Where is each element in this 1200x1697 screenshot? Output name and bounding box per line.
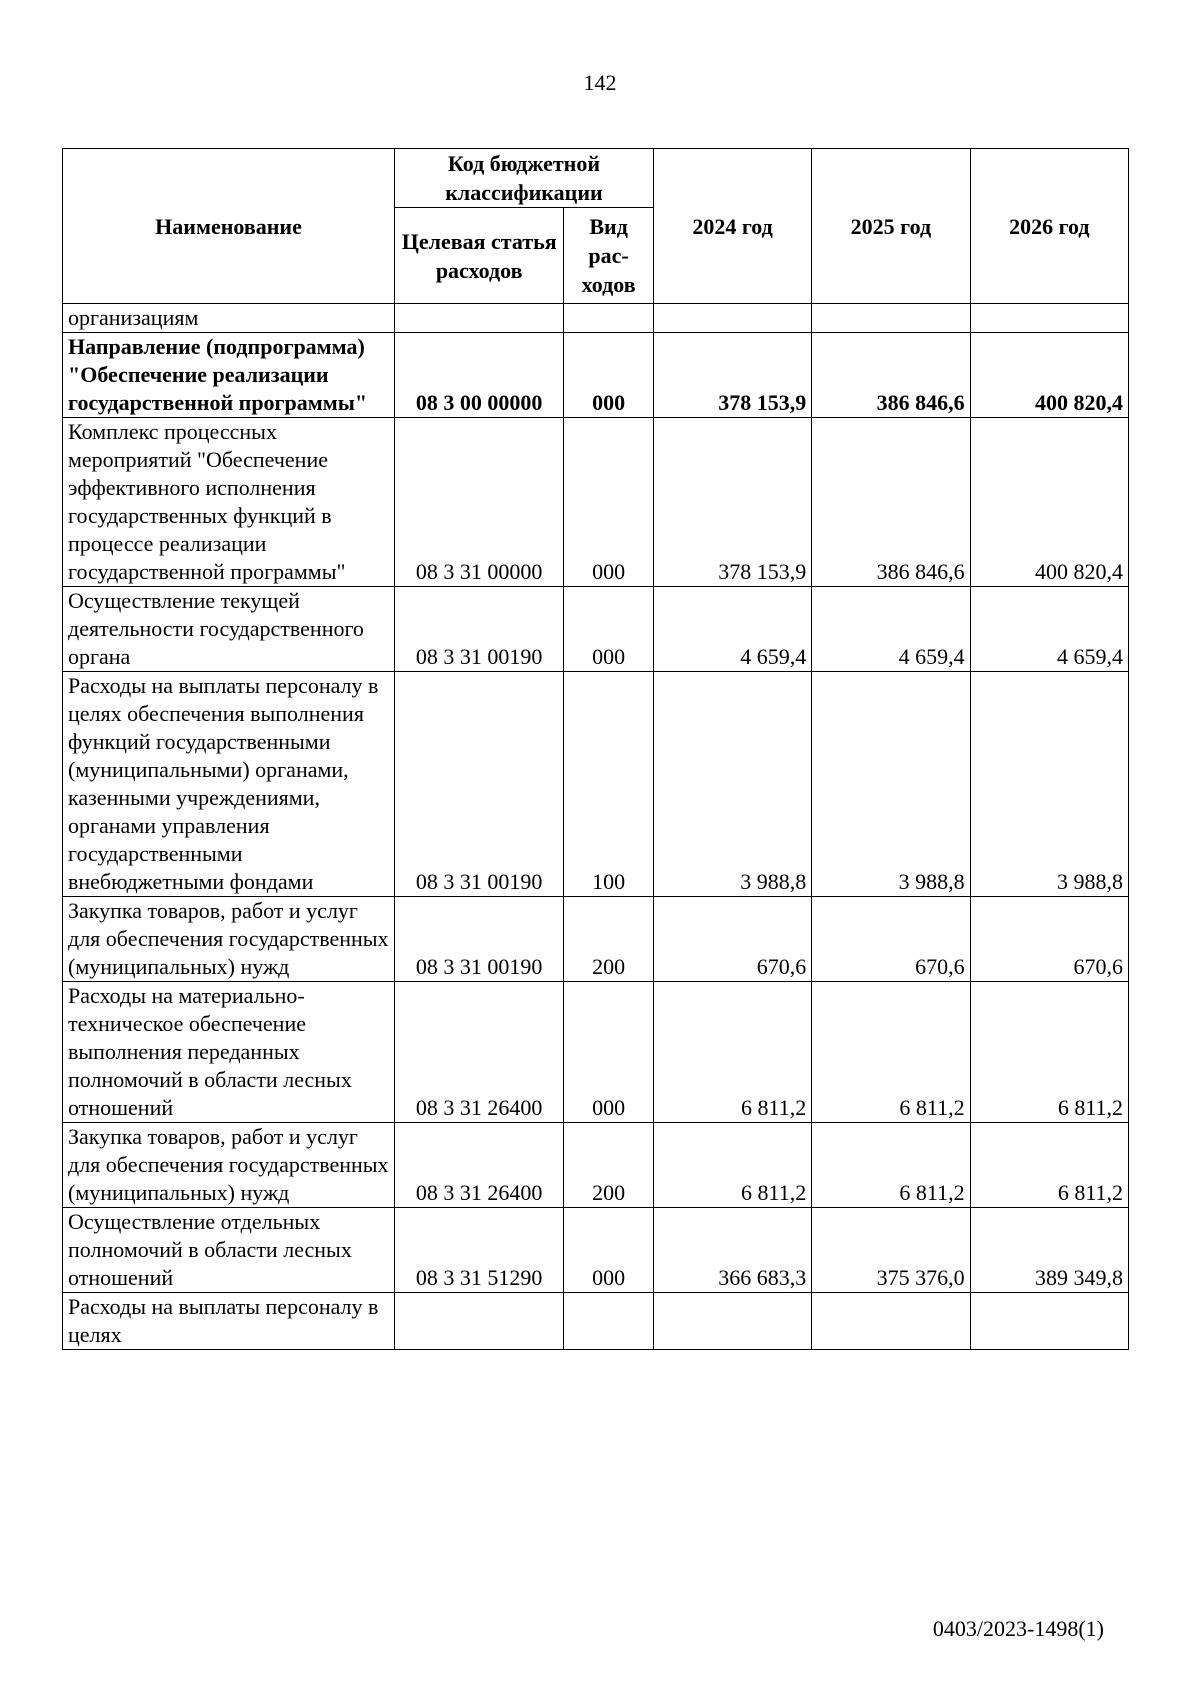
row-name: Расходы на материально-техническое обеспечение выполнения переданных полномочий в области лесных отношений	[63, 982, 395, 1123]
row-amount-2026: 6 811,2	[970, 1123, 1128, 1208]
row-kind-code: 000	[564, 587, 654, 672]
table-body	[63, 304, 1129, 1350]
header-2024: 2024 год	[653, 149, 811, 304]
row-amount-2025: 3 988,8	[812, 672, 970, 897]
row-amount-2024: 366 683,3	[653, 1208, 811, 1293]
row-target-code: 08 3 31 51290	[395, 1208, 564, 1293]
document-number: 0403/2023-1498(1)	[932, 1616, 1104, 1641]
page-number: 142	[583, 70, 617, 95]
row-amount-2026: 3 988,8	[970, 672, 1128, 897]
row-name: организациям	[63, 304, 395, 333]
row-name: Осуществление текущей деятельности государственного органа	[63, 587, 395, 672]
row-target-code: 08 3 00 00000	[395, 333, 564, 418]
row-name: Комплекс процессных мероприятий "Обеспечение эффективного исполнения государственных функций в процессе реализации государственной программы"	[63, 418, 395, 587]
row-kind-code: 200	[564, 897, 654, 982]
row-name: Расходы на выплаты персоналу в целях обеспечения выполнения функций государственными (муниципальными) органами, казенными учреждениями, органами управления государственными внебюджетными фондами	[63, 672, 395, 897]
header-name: Наименование	[63, 149, 395, 304]
row-amount-2026: 4 659,4	[970, 587, 1128, 672]
row-name: Осуществление отдельных полномочий в области лесных отношений	[63, 1208, 395, 1293]
row-amount-2024	[653, 1293, 811, 1350]
row-amount-2025: 670,6	[812, 897, 970, 982]
row-amount-2026: 400 820,4	[970, 418, 1128, 587]
row-name: Закупка товаров, работ и услуг для обеспечения государственных (муниципальных) нужд	[63, 897, 395, 982]
header-2026: 2026 год	[970, 149, 1128, 304]
row-kind-code: 000	[564, 418, 654, 587]
table-row	[63, 672, 1129, 897]
table-row	[63, 1123, 1129, 1208]
row-target-code: 08 3 31 26400	[395, 982, 564, 1123]
row-amount-2024: 378 153,9	[653, 333, 811, 418]
row-kind-code: 200	[564, 1123, 654, 1208]
row-amount-2024	[653, 304, 811, 333]
row-name: Направление (подпрограмма) "Обеспечение реализации государственной программы"	[63, 333, 395, 418]
row-amount-2025: 6 811,2	[812, 1123, 970, 1208]
row-amount-2026	[970, 1293, 1128, 1350]
budget-table	[62, 148, 1129, 1350]
header-code-group: Код бюджетной классификации	[395, 149, 654, 208]
row-amount-2026: 6 811,2	[970, 982, 1128, 1123]
table-row	[63, 304, 1129, 333]
row-target-code	[395, 1293, 564, 1350]
row-amount-2024: 6 811,2	[653, 982, 811, 1123]
row-target-code: 08 3 31 00190	[395, 897, 564, 982]
table-row	[63, 418, 1129, 587]
row-kind-code: 000	[564, 333, 654, 418]
table-row	[63, 587, 1129, 672]
row-kind-code: 100	[564, 672, 654, 897]
table-row	[63, 982, 1129, 1123]
row-amount-2026: 389 349,8	[970, 1208, 1128, 1293]
row-target-code: 08 3 31 00190	[395, 587, 564, 672]
row-amount-2024: 4 659,4	[653, 587, 811, 672]
table-row	[63, 1208, 1129, 1293]
row-kind-code: 000	[564, 982, 654, 1123]
row-amount-2025	[812, 1293, 970, 1350]
row-amount-2026: 400 820,4	[970, 333, 1128, 418]
row-amount-2025: 386 846,6	[812, 418, 970, 587]
header-kind: Вид рас-ходов	[564, 208, 654, 304]
row-target-code: 08 3 31 26400	[395, 1123, 564, 1208]
table-row	[63, 333, 1129, 418]
row-kind-code	[564, 304, 654, 333]
row-target-code: 08 3 31 00000	[395, 418, 564, 587]
row-amount-2025: 386 846,6	[812, 333, 970, 418]
row-name: Расходы на выплаты персоналу в целях	[63, 1293, 395, 1350]
row-amount-2025: 6 811,2	[812, 982, 970, 1123]
row-amount-2024: 6 811,2	[653, 1123, 811, 1208]
table-row	[63, 897, 1129, 982]
row-kind-code: 000	[564, 1208, 654, 1293]
row-name: Закупка товаров, работ и услуг для обеспечения государственных (муниципальных) нужд	[63, 1123, 395, 1208]
header-target: Целевая статья расходов	[395, 208, 564, 304]
row-target-code: 08 3 31 00190	[395, 672, 564, 897]
table-row	[63, 1293, 1129, 1350]
row-target-code	[395, 304, 564, 333]
row-amount-2024: 3 988,8	[653, 672, 811, 897]
row-amount-2025: 375 376,0	[812, 1208, 970, 1293]
row-amount-2024: 670,6	[653, 897, 811, 982]
row-amount-2024: 378 153,9	[653, 418, 811, 587]
row-amount-2025: 4 659,4	[812, 587, 970, 672]
row-amount-2026: 670,6	[970, 897, 1128, 982]
header-2025: 2025 год	[812, 149, 970, 304]
row-kind-code	[564, 1293, 654, 1350]
row-amount-2025	[812, 304, 970, 333]
row-amount-2026	[970, 304, 1128, 333]
header-row-1	[63, 149, 1129, 208]
